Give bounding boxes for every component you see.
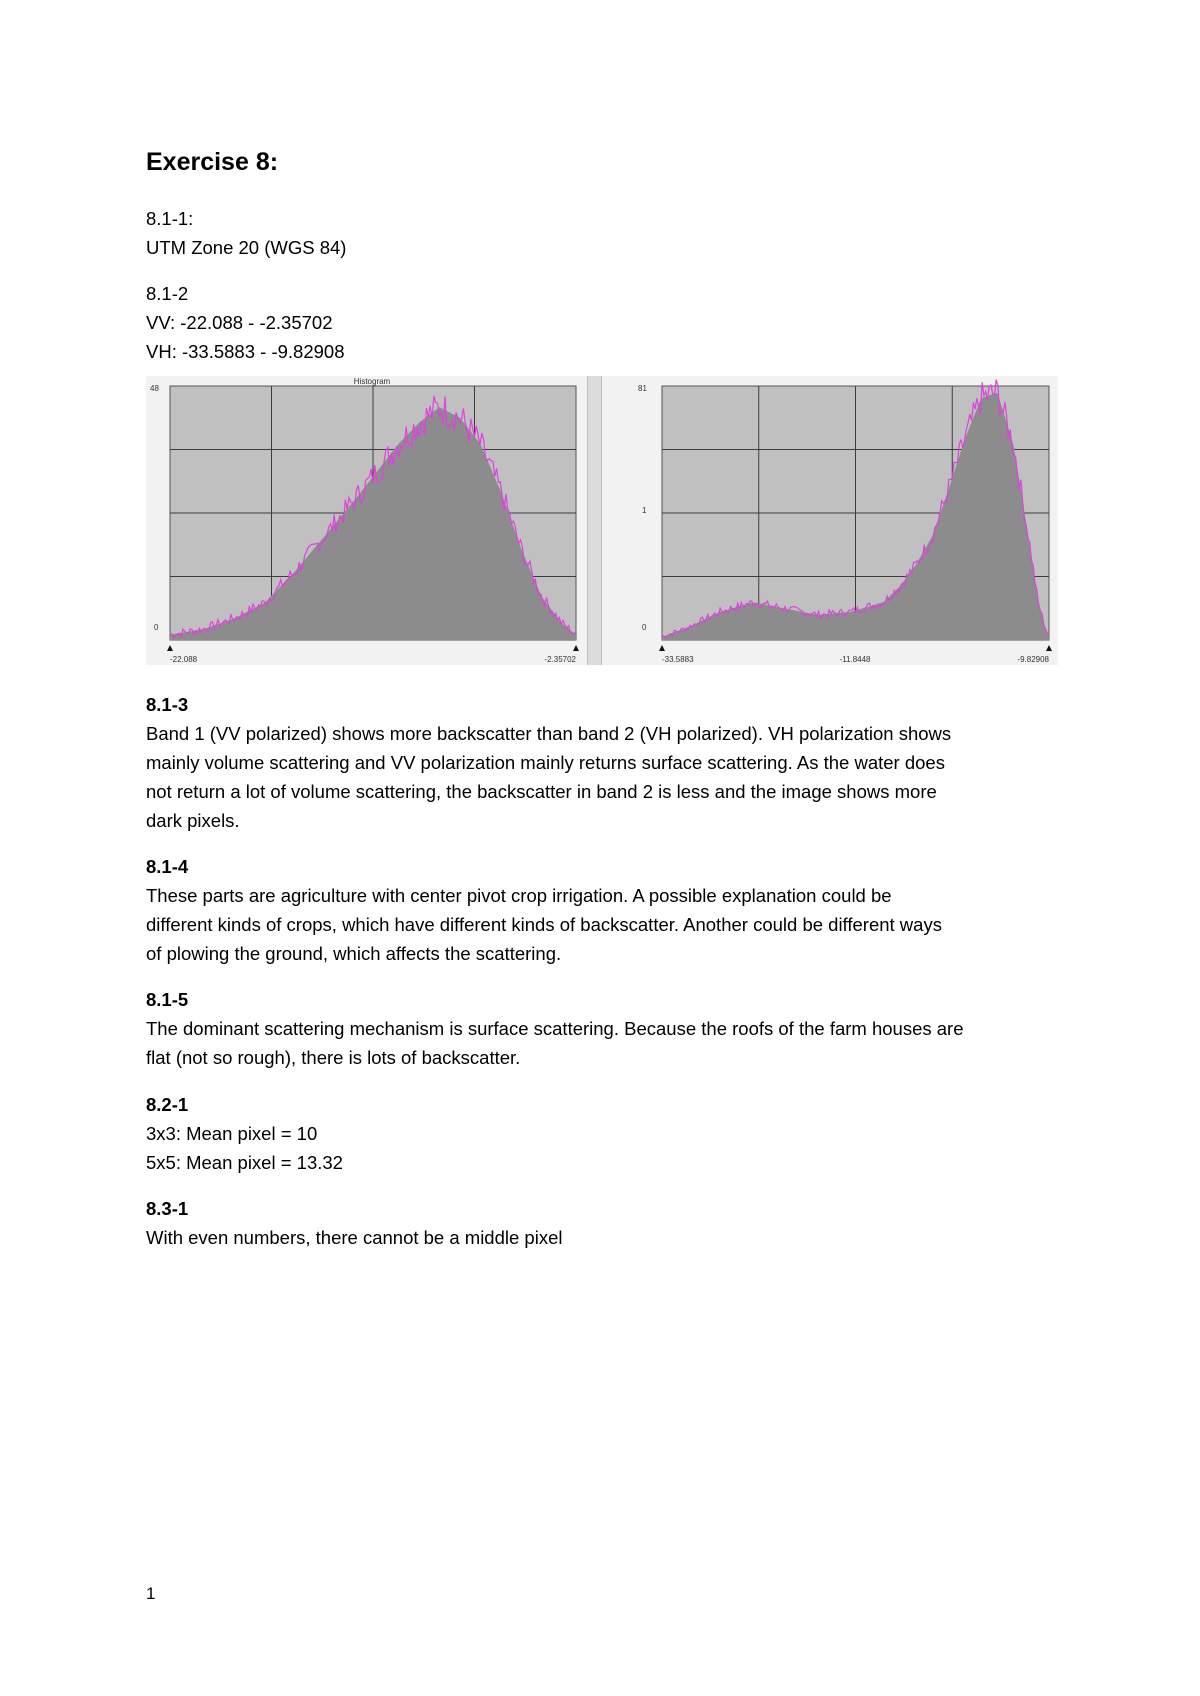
x-tick-label: -22.088 (170, 655, 198, 664)
section-line: dark pixels. (146, 810, 240, 831)
section-heading: 8.3-1 (146, 1198, 189, 1219)
section-line: 5x5: Mean pixel = 13.32 (146, 1152, 343, 1173)
page-number: 1 (146, 1584, 156, 1603)
section-line: not return a lot of volume scattering, the backscatter in band 2 is less and the image shows more (146, 781, 937, 802)
vh-histogram (602, 376, 1058, 665)
section-line: flat (not so rough), there is lots of backscatter. (146, 1047, 521, 1068)
section-line: The dominant scattering mechanism is surface scattering. Because the roofs of the farm houses are (146, 1018, 964, 1039)
panel-divider (587, 376, 602, 665)
section-heading: 8.2-1 (146, 1094, 189, 1115)
range-marker (659, 645, 665, 651)
section-line: Band 1 (VV polarized) shows more backscatter than band 2 (VH polarized). VH polarization shows (146, 723, 952, 744)
y-tick-label: 0 (642, 623, 647, 632)
x-tick-label: -11.8448 (839, 655, 871, 664)
section-8-1-4 (146, 852, 1066, 968)
y-tick-label: 0 (154, 623, 159, 632)
y-tick-label: 1 (642, 506, 647, 515)
x-tick-label: -9.82908 (1017, 655, 1049, 664)
section-line: These parts are agriculture with center pivot crop irrigation. A possible explanation could be (146, 885, 892, 906)
section-8-1-3 (146, 690, 1066, 835)
section-heading: 8.1-5 (146, 989, 189, 1010)
section-line: With even numbers, there cannot be a middle pixel (146, 1227, 563, 1248)
histogram-figure (146, 376, 1058, 665)
histogram-svg (602, 376, 1058, 665)
x-tick-label: -2.35702 (544, 655, 576, 664)
section-heading: 8.1-3 (146, 694, 189, 715)
y-tick-label: 48 (150, 384, 159, 393)
x-tick-label: -33.5883 (662, 655, 694, 664)
document-title: Exercise 8: (146, 148, 279, 176)
range-marker (573, 645, 579, 651)
section-line: VV: -22.088 - -2.35702 (146, 312, 333, 333)
section-heading: 8.1-1: (146, 208, 194, 229)
section-heading: 8.1-4 (146, 856, 189, 877)
section-8-1-2 (146, 279, 1066, 366)
section-8-1-1 (146, 204, 1066, 262)
section-8-3-1 (146, 1194, 1066, 1252)
section-line: 3x3: Mean pixel = 10 (146, 1123, 318, 1144)
section-line: of plowing the ground, which affects the scattering. (146, 943, 562, 964)
section-8-1-5 (146, 985, 1066, 1072)
range-marker (167, 645, 173, 651)
section-line: different kinds of crops, which have different kinds of backscatter. Another could be different ways (146, 914, 942, 935)
section-line: VH: -33.5883 - -9.82908 (146, 341, 345, 362)
section-line: UTM Zone 20 (WGS 84) (146, 237, 347, 258)
vv-histogram (146, 376, 587, 665)
y-tick-label: 81 (638, 384, 647, 393)
section-heading: 8.1-2 (146, 283, 189, 304)
histogram-svg (146, 376, 587, 665)
section-8-2-1 (146, 1090, 1066, 1177)
range-marker (1046, 645, 1052, 651)
section-line: mainly volume scattering and VV polarization mainly returns surface scattering. As the water does (146, 752, 945, 773)
histogram-title: Histogram (353, 377, 391, 386)
